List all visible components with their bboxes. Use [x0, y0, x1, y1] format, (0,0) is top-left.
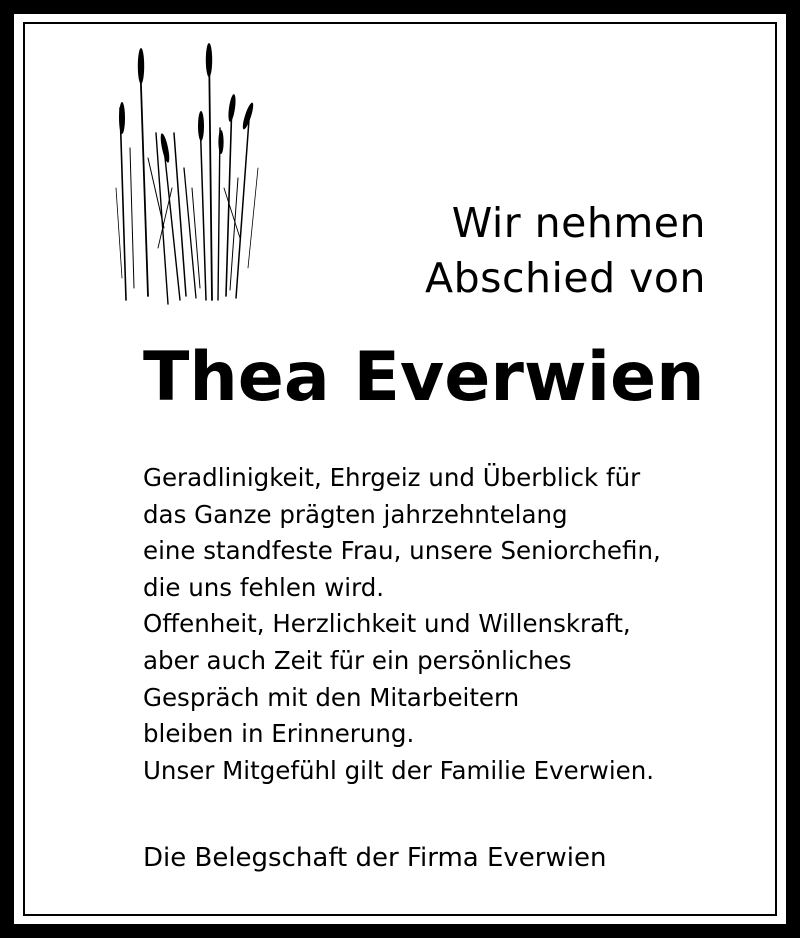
tribute-line: Offenheit, Herzlichkeit und Willenskraft, [143, 609, 631, 639]
tribute-line: die uns fehlen wird. [143, 572, 385, 602]
tribute-line: Unser Mitgefühl gilt der Familie Everwien. [143, 755, 655, 785]
heading-line-1: Wir nehmen [451, 199, 706, 247]
tribute-line: Geradlinigkeit, Ehrgeiz und Überblick für [143, 463, 641, 492]
tribute-text [143, 460, 743, 789]
tribute-line: das Ganze prägten jahrzehntelang [143, 499, 568, 529]
tribute-line: Gespräch mit den Mitarbeitern [143, 682, 520, 712]
tribute-line: aber auch Zeit für ein persönliches [143, 645, 572, 675]
heading [425, 196, 706, 306]
tribute-line: bleiben in Erinnerung. [143, 719, 415, 749]
deceased-name: Thea Everwien [143, 338, 705, 417]
signature: Die Belegschaft der Firma Everwien [143, 843, 607, 873]
heading-line-2: Abschied von [425, 254, 706, 302]
tribute-line: eine standfeste Frau, unsere Seniorchefin, [143, 536, 661, 566]
cattail-reeds-icon [108, 38, 268, 308]
